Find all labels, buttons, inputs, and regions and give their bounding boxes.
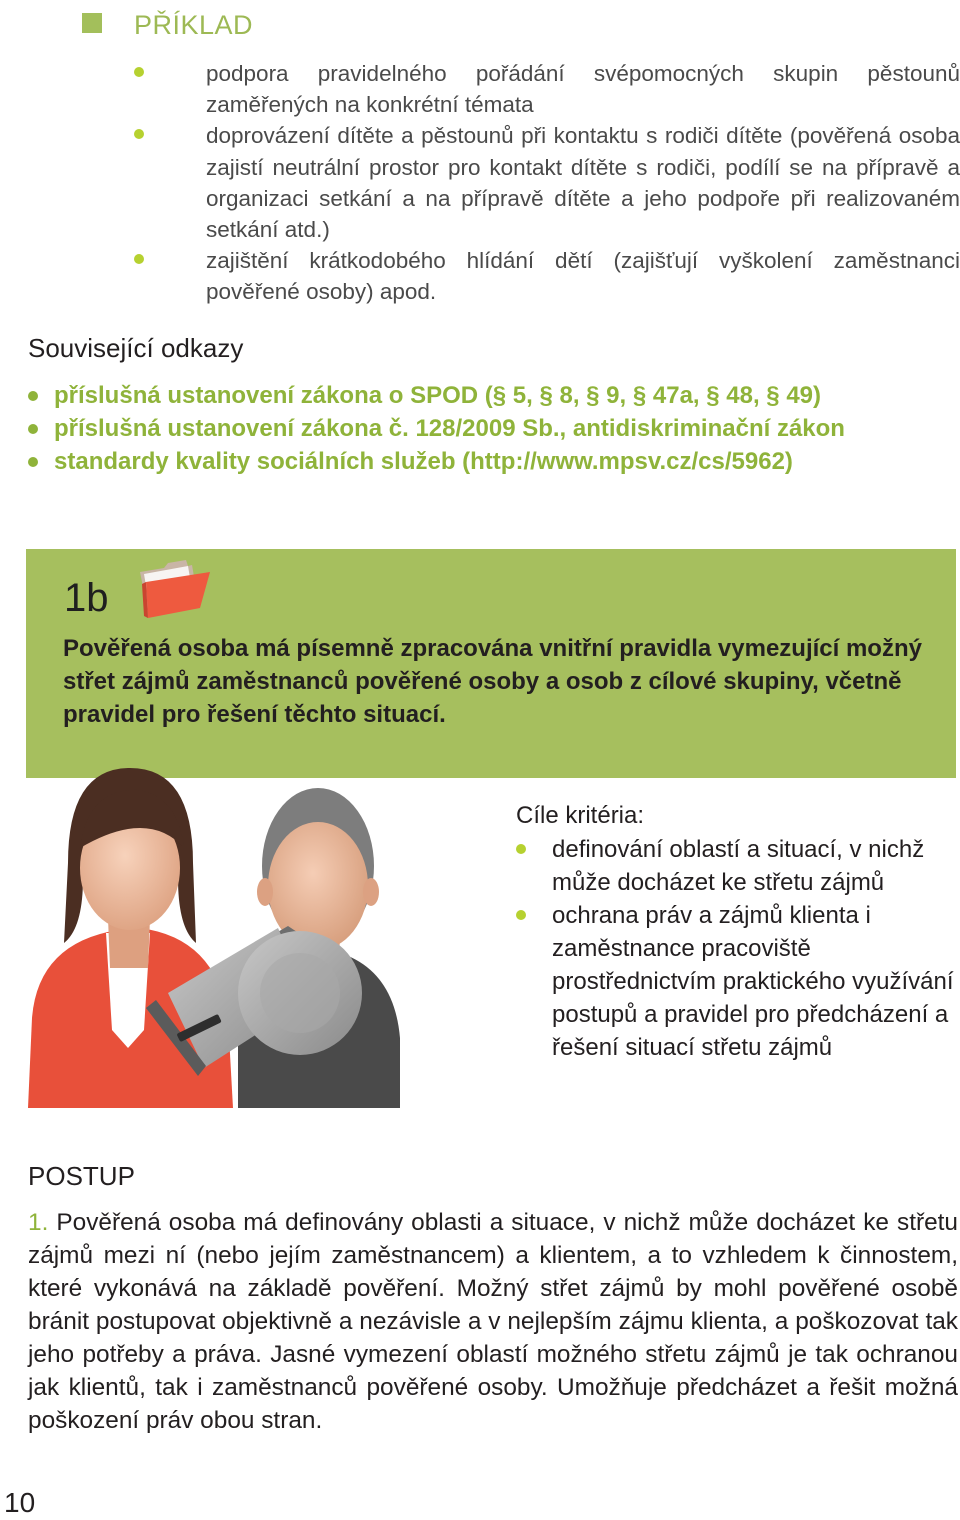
goals-list — [516, 833, 956, 1064]
criterion-code: 1b — [64, 576, 109, 620]
example-item-text: zajištění krátkodobého hlídání dětí (zajišťují vyškolení zaměstnanci pověřené osoby) apod. — [206, 248, 960, 305]
example-heading: PŘÍKLAD — [134, 10, 254, 40]
page-number: 10 — [4, 1487, 36, 1518]
goals-heading: Cíle kritéria: — [516, 802, 645, 829]
goal-item-text: ochrana práv a zájmů klienta i zaměstnance pracoviště prostřednictvím praktického využívání postupů a pravidel pro předcházení a řešení situací střetu zájmů — [552, 902, 954, 1061]
related-link-item — [28, 379, 960, 412]
procedure-step-number: 1. — [28, 1209, 49, 1236]
example-item — [134, 120, 960, 245]
bullet-icon — [28, 424, 38, 434]
bullet-icon — [516, 844, 526, 854]
illustration — [28, 768, 508, 1108]
related-links-list — [28, 379, 960, 478]
goal-item — [516, 833, 956, 899]
procedure-step — [28, 1206, 958, 1437]
example-item-text: podpora pravidelného pořádání svépomocných skupin pěstounů zaměřených na konkrétní témata — [206, 61, 960, 118]
bullet-icon — [134, 67, 144, 77]
bullet-icon — [28, 391, 38, 401]
criterion-text: Pověřená osoba má písemně zpracována vnitřní pravidla vymezující možný střet zájmů zaměstnanců pověřené osoby a osob z cílové skupiny, včetně pravidel pro řešení těchto situací. — [63, 635, 922, 728]
bullet-icon — [516, 910, 526, 920]
bullet-icon — [134, 254, 144, 264]
example-item-text: doprovázení dítěte a pěstounů při kontaktu s rodiči dítěte (pověřená osoba zajistí neutrální prostor pro kontakt dítěte s rodiči, podílí se na přípravě a organizaci setkání a na přípravě dítěte a jeho podpoře při realizovaném setkání atd.) — [206, 123, 960, 243]
procedure-step-text: Pověřená osoba má definovány oblasti a situace, v nichž může docházet ke střetu zájmů mezi ní (nebo jejím zaměstnancem) a klientem, a to vzhledem k činnostem, které vykonává na základě pověření. Možný střet zájmů by mohl pověřené osobě bránit postupovat objektivně a nezávisle a v nejlepším zájmu klienta, a poškozovat tak jeho potřeby a práva. Jasné vymezení oblastí možného střetu zájmů je tak ochranou jak klientů, tak i zaměstnanců pověřené osoby. Umožňuje předcházet a řešit možná poškození práv obou stran. — [28, 1209, 959, 1434]
goal-item-text: definování oblastí a situací, v nichž může docházet ke střetu zájmů — [552, 836, 925, 896]
procedure-heading: POSTUP — [28, 1161, 135, 1191]
example-item — [134, 58, 960, 120]
related-link-text[interactable]: standardy kvality sociálních služeb (http://www.mpsv.cz/cs/5962) — [54, 448, 793, 475]
related-link-text: příslušná ustanovení zákona č. 128/2009 Sb., antidiskriminační zákon — [54, 415, 845, 442]
bullet-icon — [28, 457, 38, 467]
folder-icon — [134, 560, 212, 622]
section-square-marker — [82, 13, 102, 33]
related-link-text: příslušná ustanovení zákona o SPOD (§ 5, § 8, § 9, § 47a, § 48, § 49) — [54, 382, 822, 409]
example-list — [134, 58, 960, 308]
goal-item — [516, 899, 956, 1064]
example-item — [134, 245, 960, 307]
related-links-heading: Související odkazy — [28, 333, 244, 363]
related-link-item — [28, 412, 960, 445]
bullet-icon — [134, 129, 144, 139]
related-link-item — [28, 445, 960, 478]
